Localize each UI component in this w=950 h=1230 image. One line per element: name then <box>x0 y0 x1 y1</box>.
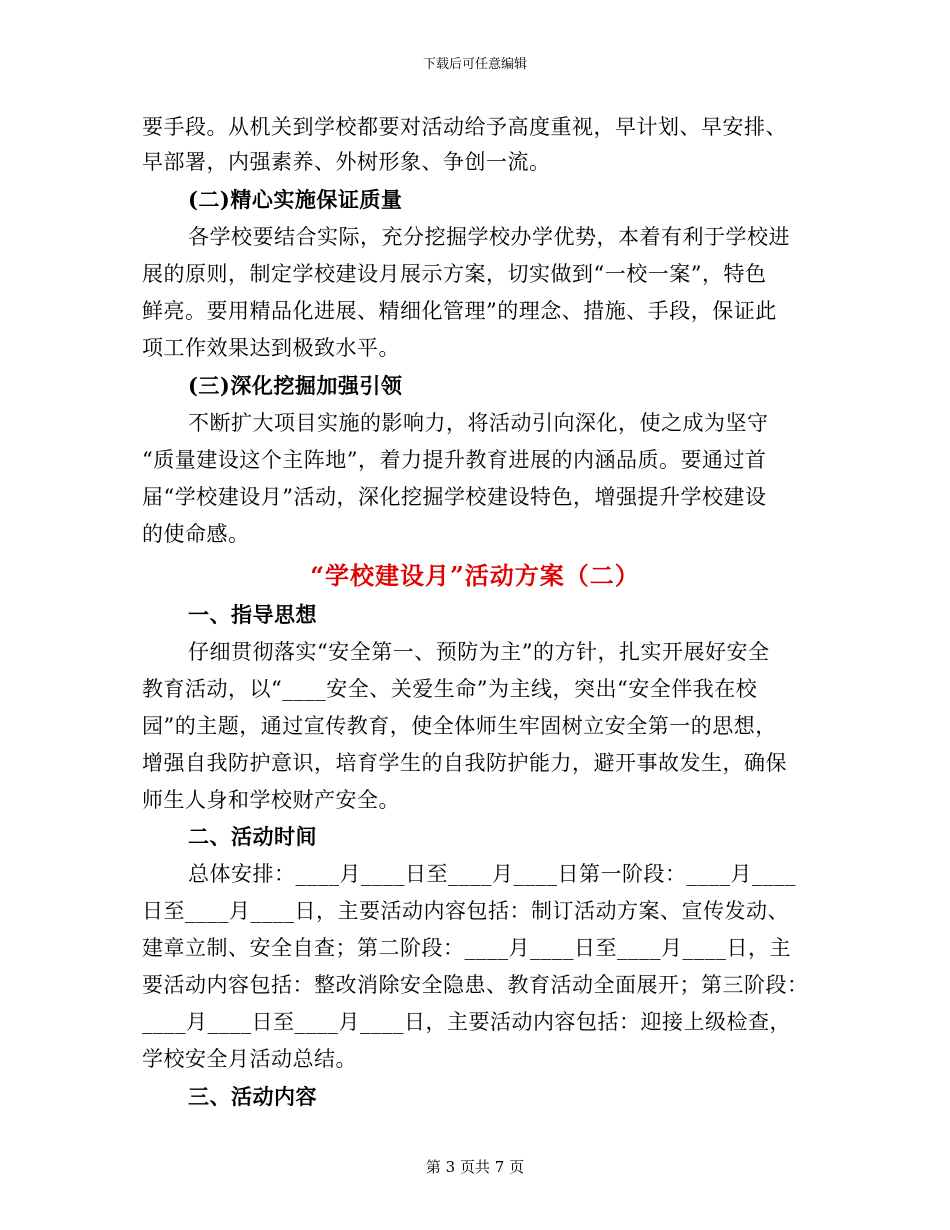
body-line: 建章立制、安全自查；第二阶段：____月____日至____月____日，主 <box>142 936 791 960</box>
body-line: 仔细贯彻落实“安全第一、预防为主”的方针，扎实开展好安全 <box>188 640 770 664</box>
body-line: 不断扩大项目实施的影响力，将活动引向深化，使之成为坚守 <box>188 411 769 435</box>
document-title: “学校建设月”活动方案（二） <box>310 561 640 590</box>
body-line: 的使命感。 <box>142 522 250 546</box>
body-line: 学校安全月活动总结。 <box>142 1047 357 1071</box>
body-line: 师生人身和学校财产安全。 <box>142 788 400 812</box>
page-header: 下载后可任意编辑 <box>422 57 527 72</box>
body-line: 总体安排：____月____日至____月____日第一阶段：____月____ <box>188 862 796 886</box>
body-line: 要活动内容包括：整改消除安全隐患、教育活动全面展开；第三阶段： <box>142 973 809 997</box>
body-line: 日至____月____日，主要活动内容包括：制订活动方案、宣传发动、 <box>142 899 789 923</box>
section-heading: (二)精心实施保证质量 <box>188 187 403 212</box>
section-heading: 二、活动时间 <box>188 824 317 849</box>
body-line: 增强自我防护意识，培育学生的自我防护能力，避开事故发生，确保 <box>142 751 787 775</box>
body-line: 项工作效果达到极致水平。 <box>142 336 400 360</box>
body-line: 要手段。从机关到学校都要对活动给予高度重视，早计划、早安排、 <box>142 115 787 139</box>
body-line: 早部署，内强素养、外树形象、争创一流。 <box>142 150 551 174</box>
body-line: 各学校要结合实际，充分挖掘学校办学优势，本着有利于学校进 <box>188 225 790 249</box>
body-line: ____月____日至____月____日，主要活动内容包括：迎接上级检查， <box>142 1010 791 1034</box>
body-line: 展的原则，制定学校建设月展示方案，切实做到“一校一案”，特色 <box>142 262 767 286</box>
body-line: 鲜亮。要用精品化进展、精细化管理”的理念、措施、手段，保证此 <box>142 299 777 323</box>
section-heading: (三)深化挖掘加强引领 <box>188 373 403 398</box>
page-footer: 第 3 页共 7 页 <box>425 1158 525 1176</box>
body-line: 届“学校建设月”活动，深化挖掘学校建设特色，增强提升学校建设 <box>142 485 767 509</box>
body-line: “质量建设这个主阵地”，着力提升教育进展的内涵品质。要通过首 <box>142 448 767 472</box>
section-heading: 一、指导思想 <box>188 602 317 627</box>
section-heading: 三、活动内容 <box>188 1084 317 1109</box>
body-line: 教育活动，以“____安全、关爱生命”为主线，突出“安全伴我在校 <box>142 677 758 701</box>
body-line: 园”的主题，通过宣传教育，使全体师生牢固树立安全第一的思想， <box>142 714 777 738</box>
